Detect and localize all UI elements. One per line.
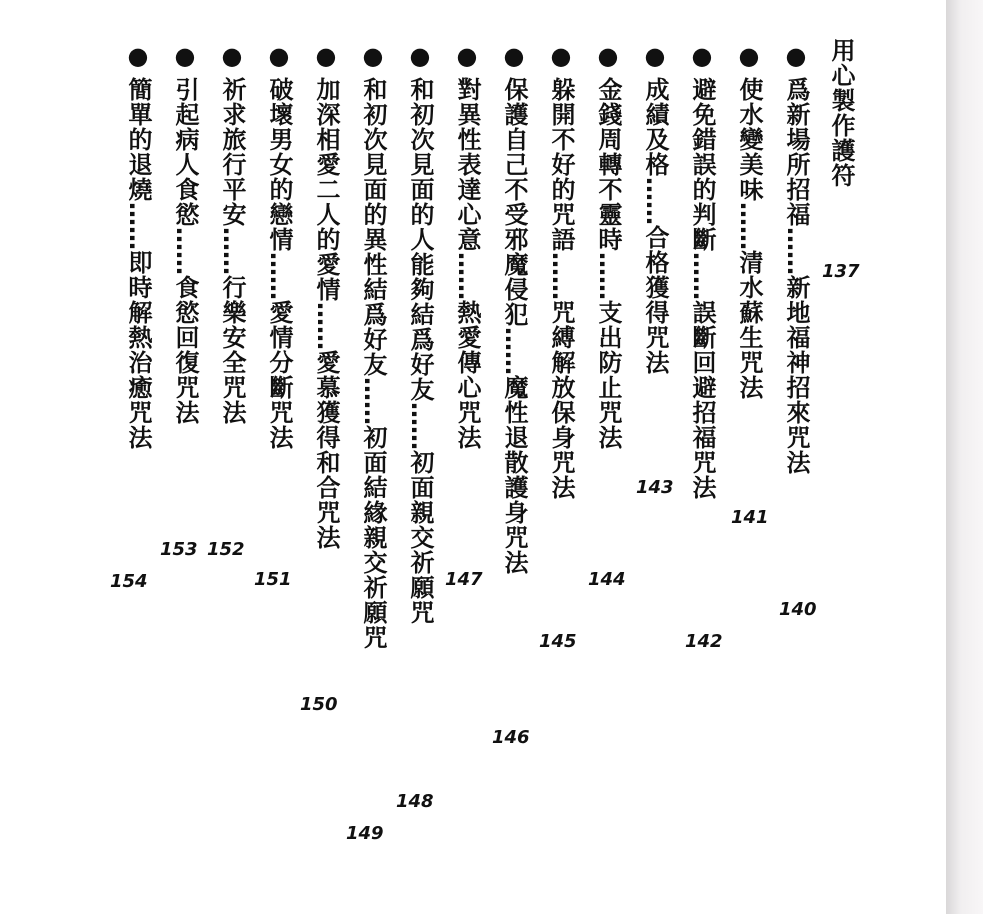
toc-entry [402, 42, 438, 625]
entry-leader: …… [312, 302, 340, 350]
toc-entry [214, 42, 250, 425]
entry-leader: …… [171, 227, 199, 275]
toc-entry [590, 42, 626, 450]
entry-subtitle: 誤斷回避招福咒法 [688, 300, 716, 500]
entry-title: 保護自己不受邪魔侵犯 [500, 77, 528, 327]
entry-subtitle: 新地福神招來咒法 [782, 275, 810, 475]
toc-entry [308, 42, 344, 550]
entry-subtitle: 魔性退散護身咒法 [500, 375, 528, 575]
toc-entry [778, 42, 814, 475]
entry-leader: …… [641, 177, 669, 225]
toc-entry [355, 42, 391, 650]
bullet: ● [406, 42, 434, 71]
entry-subtitle: 咒縛解放保身咒法 [547, 300, 575, 500]
entry-leader: …… [735, 202, 763, 250]
entry-title: 簡單的退燒 [124, 77, 152, 202]
bullet: ● [594, 42, 622, 71]
page-number: 152 [207, 539, 245, 560]
bullet: ● [547, 42, 575, 71]
bullet: ● [312, 42, 340, 71]
entry-title: 成績及格 [641, 77, 669, 177]
page-number: 140 [779, 599, 817, 620]
page-number: 145 [539, 631, 577, 652]
bullet: ● [171, 42, 199, 71]
entry-subtitle: 即時解熱治癒咒法 [124, 250, 152, 450]
entry-title: 躲開不好的咒語 [547, 77, 575, 252]
page-number: 144 [588, 569, 626, 590]
page-number: 142 [685, 631, 723, 652]
entry-subtitle: 初面親交祈願咒 [406, 450, 434, 625]
entry-title: 爲新場所招福 [782, 77, 810, 227]
page-edge [946, 0, 983, 914]
toc-entry [449, 42, 485, 450]
entry-title: 引起病人食慾 [171, 77, 199, 227]
bullet: ● [359, 42, 387, 71]
entry-leader: …… [265, 252, 293, 300]
entry-title: 對異性表達心意 [453, 77, 481, 252]
entry-title: 和初次見面的人能夠結爲好友 [406, 77, 434, 402]
entry-subtitle: 行樂安全咒法 [218, 275, 246, 425]
page-number: 146 [492, 727, 530, 748]
page-number: 150 [300, 694, 338, 715]
toc-entry [167, 42, 203, 425]
entry-leader: …… [406, 402, 434, 450]
entry-title: 使水變美味 [735, 77, 763, 202]
bullet: ● [265, 42, 293, 71]
toc-entry [684, 42, 720, 500]
entry-leader: …… [124, 202, 152, 250]
bullet: ● [641, 42, 669, 71]
toc-entry [261, 42, 297, 450]
heading-page-number: 137 [822, 261, 860, 282]
entry-leader: …… [594, 252, 622, 300]
entry-title: 避免錯誤的判斷 [688, 77, 716, 252]
entry-subtitle: 熱愛傳心咒法 [453, 300, 481, 450]
bullet: ● [688, 42, 716, 71]
page-number: 143 [636, 477, 674, 498]
page-number: 153 [160, 539, 198, 560]
entry-subtitle: 清水蘇生咒法 [735, 250, 763, 400]
bullet: ● [735, 42, 763, 71]
entry-leader: …… [453, 252, 481, 300]
entry-subtitle: 合格獲得咒法 [641, 225, 669, 375]
entry-title: 金錢周轉不靈時 [594, 77, 622, 252]
bullet: ● [124, 42, 152, 71]
entry-leader: …… [359, 377, 387, 425]
entry-subtitle: 食慾回復咒法 [171, 275, 199, 425]
bullet: ● [500, 42, 528, 71]
toc-entry [637, 42, 673, 375]
entry-leader: …… [218, 227, 246, 275]
entry-title: 和初次見面的異性結爲好友 [359, 77, 387, 377]
toc-entry [543, 42, 579, 500]
entry-leader: …… [547, 252, 575, 300]
bullet: ● [782, 42, 810, 71]
entry-leader: …… [782, 227, 810, 275]
entry-subtitle: 愛情分斷咒法 [265, 300, 293, 450]
page-number: 151 [254, 569, 292, 590]
page-number: 148 [396, 791, 434, 812]
entry-title: 破壞男女的戀情 [265, 77, 293, 252]
bullet: ● [453, 42, 481, 71]
entry-title: 祈求旅行平安 [218, 77, 246, 227]
toc-entry [120, 42, 156, 450]
entry-leader: …… [688, 252, 716, 300]
entry-subtitle: 愛慕獲得和合咒法 [312, 350, 340, 550]
page-number: 141 [731, 507, 769, 528]
page-number: 154 [110, 571, 148, 592]
page-number: 149 [346, 823, 384, 844]
page-number: 147 [445, 569, 483, 590]
section-heading: 用心製作護符 [827, 38, 855, 188]
entry-title: 加深相愛二人的愛情 [312, 77, 340, 302]
toc-entry [496, 42, 532, 575]
entry-subtitle: 支出防止咒法 [594, 300, 622, 450]
bullet: ● [218, 42, 246, 71]
entry-leader: …… [500, 327, 528, 375]
entry-subtitle: 初面結緣親交祈願咒 [359, 425, 387, 650]
toc-entry [731, 42, 767, 400]
